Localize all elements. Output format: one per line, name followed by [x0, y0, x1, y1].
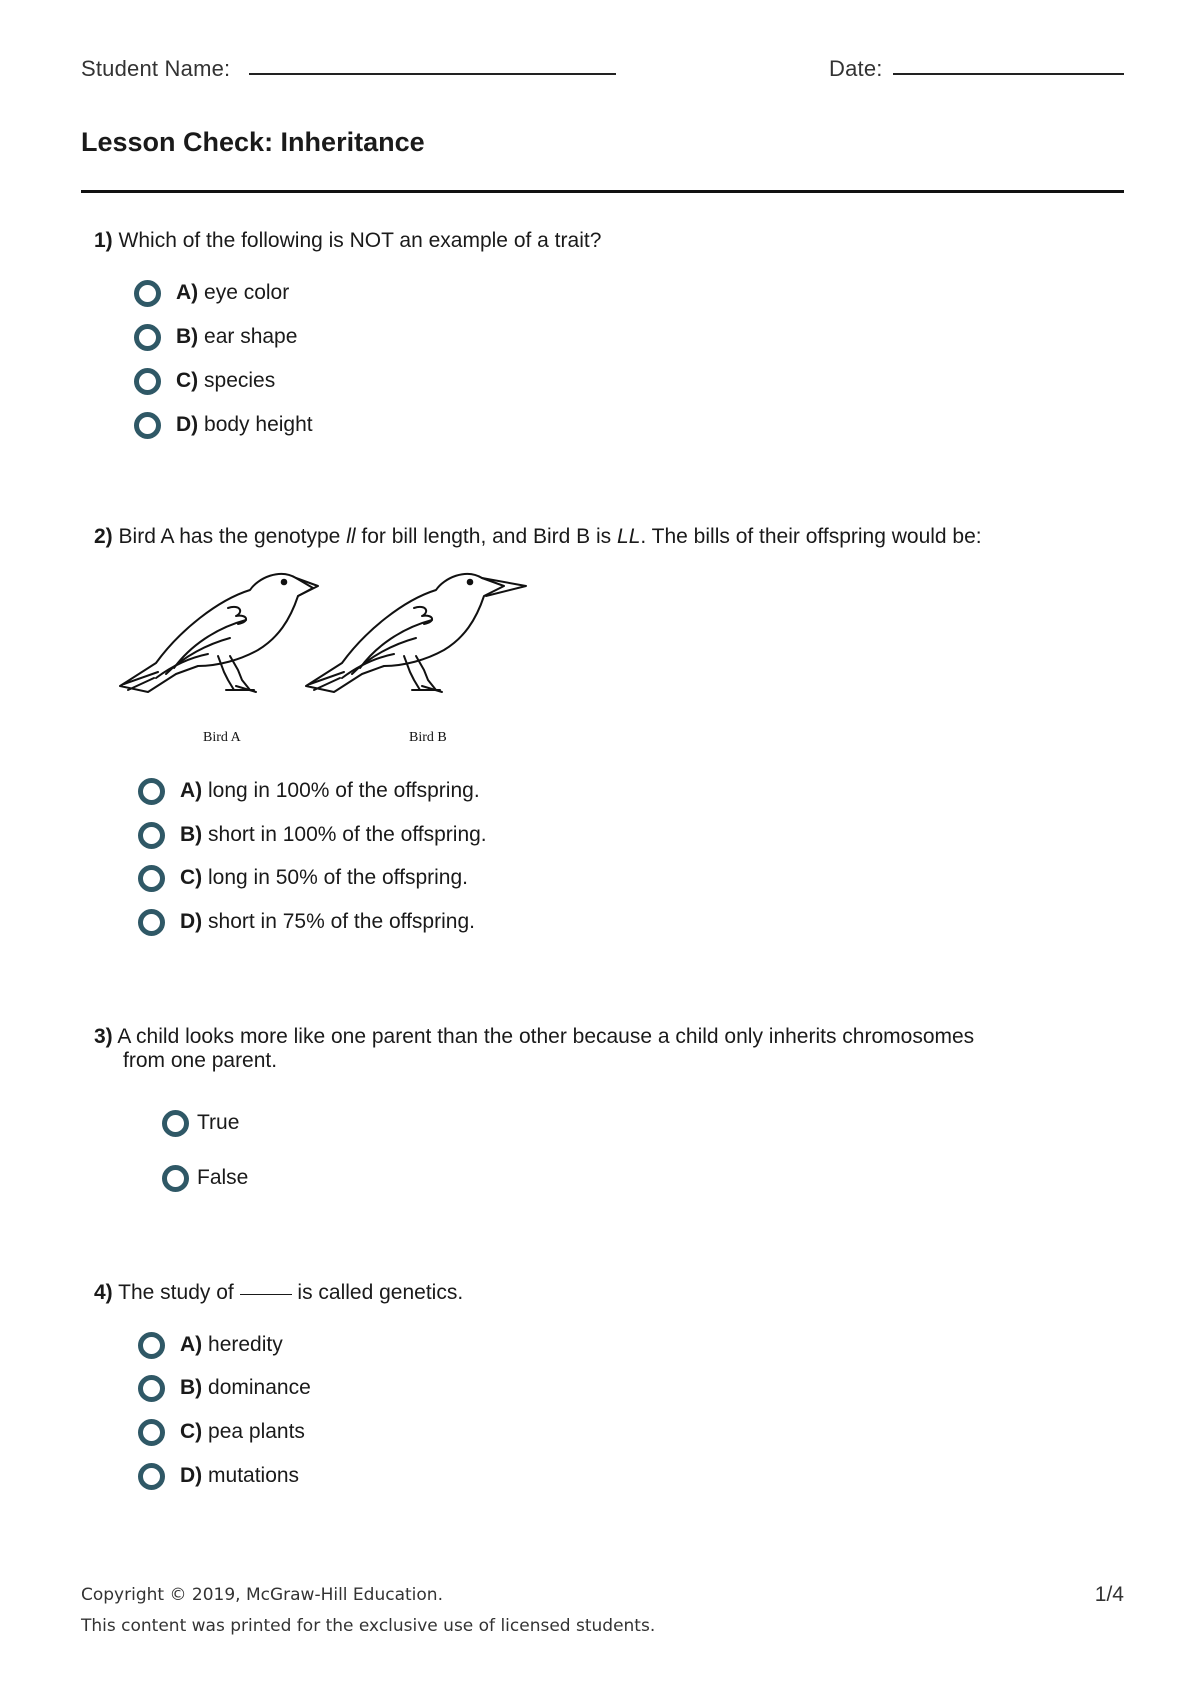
q1-option-b[interactable]: [134, 322, 297, 352]
radio-button[interactable]: [162, 1165, 189, 1192]
radio-button[interactable]: [134, 280, 161, 307]
student-name-field[interactable]: [249, 73, 616, 75]
fill-in-blank: [240, 1294, 292, 1295]
bird-b-illustration: [306, 574, 526, 692]
option-letter: C): [180, 866, 203, 889]
question-text-part: Bird A has the genotype: [118, 525, 347, 548]
option-text: body height: [204, 413, 313, 436]
option-letter: A): [176, 281, 199, 304]
page-number: 1/4: [1094, 1583, 1124, 1606]
option-text: long in 50% of the offspring.: [208, 866, 468, 889]
radio-button[interactable]: [138, 1419, 165, 1446]
birds-figure: [118, 568, 558, 718]
option-text: heredity: [208, 1333, 283, 1356]
date-label: Date:: [829, 56, 883, 81]
q2-option-d[interactable]: [138, 907, 475, 937]
date-field[interactable]: [893, 73, 1124, 75]
radio-button[interactable]: [138, 1375, 165, 1402]
option-text: ear shape: [204, 325, 298, 348]
question-number: 3): [94, 1025, 113, 1048]
student-name-label: Student Name:: [81, 56, 231, 81]
radio-button[interactable]: [138, 1332, 165, 1359]
option-text: True: [197, 1111, 240, 1134]
radio-button[interactable]: [138, 865, 165, 892]
radio-button[interactable]: [138, 778, 165, 805]
radio-button[interactable]: [138, 909, 165, 936]
question-text-line1: A child looks more like one parent than the other because a child only inherits chromosomes: [117, 1025, 975, 1048]
option-letter: B): [180, 823, 203, 846]
question-2: [94, 525, 982, 548]
radio-button[interactable]: [138, 822, 165, 849]
bird-a-caption: Bird A: [203, 730, 241, 745]
radio-button[interactable]: [134, 324, 161, 351]
radio-button[interactable]: [162, 1110, 189, 1137]
genotype-a: ll: [346, 525, 356, 548]
option-text: eye color: [204, 281, 290, 304]
option-text: long in 100% of the offspring.: [208, 779, 480, 802]
question-text-after: is called genetics.: [297, 1281, 464, 1304]
q1-option-d[interactable]: [134, 410, 313, 440]
copyright-notice: Copyright © 2019, McGraw-Hill Education.: [81, 1585, 443, 1605]
question-text-part: . The bills of their offspring would be:: [640, 525, 982, 548]
option-text: pea plants: [208, 1420, 305, 1443]
question-number: 4): [94, 1281, 113, 1304]
radio-button[interactable]: [134, 412, 161, 439]
question-text-part: for bill length, and Bird B is: [355, 525, 618, 548]
question-number: 1): [94, 229, 113, 252]
q1-option-a[interactable]: [134, 278, 289, 308]
q2-option-a[interactable]: [138, 776, 480, 806]
option-letter: C): [180, 1420, 203, 1443]
q4-option-b[interactable]: [138, 1373, 311, 1403]
q4-option-c[interactable]: [138, 1417, 305, 1447]
q1-option-c[interactable]: [134, 366, 275, 396]
question-4: [94, 1281, 463, 1304]
q4-option-a[interactable]: [138, 1330, 283, 1360]
option-letter: A): [180, 1333, 203, 1356]
option-text: mutations: [208, 1464, 300, 1487]
genotype-b: LL: [617, 525, 641, 548]
option-text: short in 75% of the offspring.: [208, 910, 475, 933]
option-letter: C): [176, 369, 199, 392]
option-letter: D): [180, 910, 203, 933]
question-text: Which of the following is NOT an example of a trait?: [118, 229, 602, 252]
option-letter: B): [180, 1376, 203, 1399]
title-divider: [81, 190, 1124, 193]
question-3: [94, 1025, 974, 1048]
q2-option-c[interactable]: [138, 863, 468, 893]
question-1: [94, 229, 601, 252]
page-title: Lesson Check: Inheritance: [81, 127, 425, 157]
bird-a-illustration: [120, 574, 318, 692]
question-text-before: The study of: [118, 1281, 234, 1304]
q4-option-d[interactable]: [138, 1461, 299, 1491]
option-text: short in 100% of the offspring.: [208, 823, 487, 846]
bird-b-caption: Bird B: [409, 730, 447, 745]
q3-option-false[interactable]: [162, 1163, 248, 1193]
option-letter: D): [180, 1464, 203, 1487]
license-notice: This content was printed for the exclusive use of licensed students.: [81, 1616, 656, 1636]
option-text: dominance: [208, 1376, 311, 1399]
option-letter: A): [180, 779, 203, 802]
radio-button[interactable]: [134, 368, 161, 395]
radio-button[interactable]: [138, 1463, 165, 1490]
option-letter: D): [176, 413, 199, 436]
option-text: species: [204, 369, 276, 392]
question-number: 2): [94, 525, 113, 548]
option-letter: B): [176, 325, 199, 348]
q3-option-true[interactable]: [162, 1108, 239, 1138]
q2-option-b[interactable]: [138, 820, 487, 850]
question-3-line2: from one parent.: [123, 1049, 278, 1072]
option-text: False: [197, 1166, 249, 1189]
